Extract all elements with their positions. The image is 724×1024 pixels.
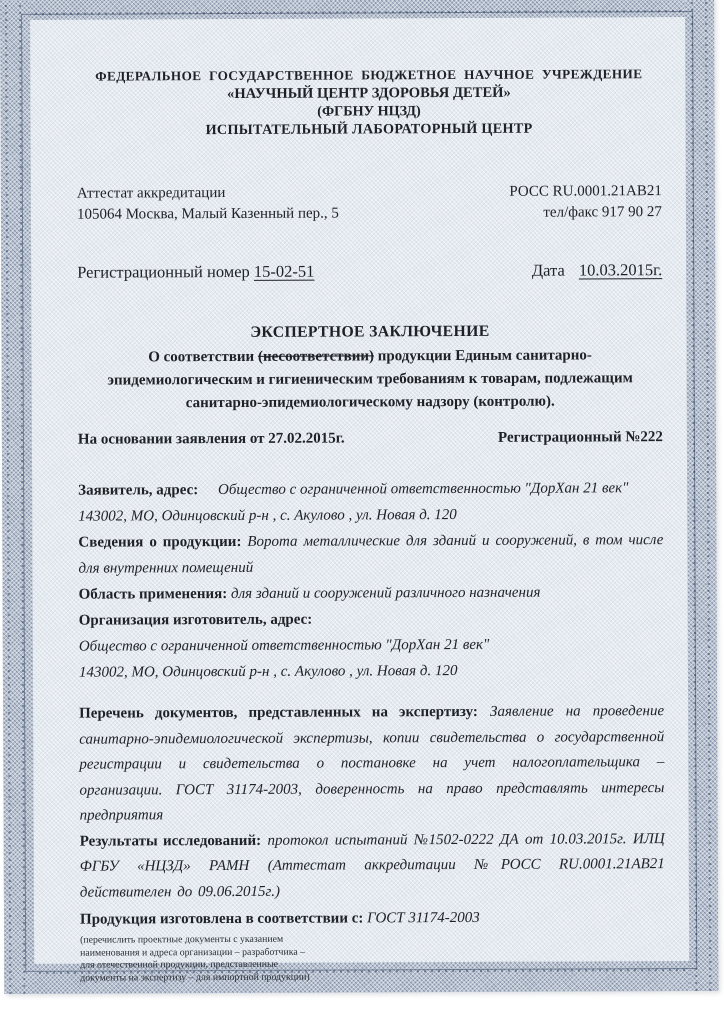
applicant-line — [78, 475, 663, 504]
application-area-value: для зданий и сооружений различного назначения — [230, 584, 541, 602]
manufacturer-name: Общество с ограниченной ответственностью "ДорХан 21 век" — [78, 636, 490, 655]
accreditation-address-block — [77, 183, 339, 226]
footnote-block — [80, 932, 665, 985]
documents-text: Заявление на проведение санитарно-эпидемиологической экспертизы, копии свидетельства о государственной регистрации и свидетельства о постановке на учет налогоплательщика – организации. ГОСТ 31174-2003, доверенность на право представлять интересы предприятия — [79, 703, 665, 824]
subtitle-struck-text: (несоответствии) — [257, 348, 374, 365]
ross-number: РОСС RU.0001.21АВ21 — [509, 183, 662, 200]
documents-paragraph — [79, 699, 665, 829]
title-block — [77, 321, 662, 416]
accreditation-certificate-label: Аттестат аккредитации — [76, 185, 226, 202]
basis-row — [78, 427, 663, 450]
footnote-line: документы на экспертизу – для импортной продукции) — [80, 971, 310, 984]
accreditation-row — [77, 181, 662, 226]
organization-header — [76, 65, 661, 140]
applicant-label: Заявитель, адрес: — [78, 482, 199, 499]
ornamental-border-right — [685, 0, 718, 991]
conformity-line — [80, 904, 665, 933]
accreditation-address: 105064 Москва, Малый Казенный пер., 5 — [76, 205, 339, 223]
ornamental-border-left — [0, 0, 34, 994]
registration-number-label: Регистрационный номер — [77, 261, 250, 282]
registration-number-line — [77, 261, 314, 284]
manufacturer-address: 143002, МО, Одинцовский р-н , с. Акулово , ул. Новая д. 120 — [78, 663, 458, 681]
registration-number-value: 15-02-51 — [253, 261, 315, 281]
application-area-line — [79, 579, 664, 608]
results-text: протокол испытаний №1502-0222 ДА от 10.03.2015г. ИЛЦ ФГБУ «НЦЗД» РАМН (Аттестат аккредитации №РОСС RU.0001.21АВ21 действителен до 09.06.2015г.) — [79, 830, 665, 901]
registration-row — [77, 259, 662, 284]
lab-center-line: ИСПЫТАТЕЛЬНЫЙ ЛАБОРАТОРНЫЙ ЦЕНТР — [205, 120, 533, 139]
registration-no-222: Регистрационный №222 — [497, 429, 663, 446]
conformity-value: ГОСТ 31174-2003 — [367, 909, 480, 927]
document-title: ЭКСПЕРТНОЕ ЗАКЛЮЧЕНИЕ — [250, 322, 490, 341]
org-abbreviation: (ФГБНУ НЦЗД) — [317, 103, 421, 120]
fields-block — [78, 475, 664, 686]
certificate-content — [30, 17, 689, 984]
product-info-value: Ворота металлические для зданий и сооружений, в том числе для внутренних помещений — [78, 532, 664, 577]
product-info-line — [78, 527, 663, 582]
footnote-line: наименования и адреса организации – разработчика – — [80, 946, 306, 959]
org-name-line: «НАУЧНЫЙ ЦЕНТР ЗДОРОВЬЯ ДЕТЕЙ» — [226, 84, 511, 103]
org-name-line: ФЕДЕРАЛЬНОЕ ГОСУДАРСТВЕННОЕ БЮДЖЕТНОЕ НАУЧНОЕ УЧРЕЖДЕНИЕ — [95, 66, 643, 84]
date-value: 10.03.2015г. — [578, 260, 663, 280]
footnote-line: для отечественной продукции, представленные — [80, 958, 278, 971]
conformity-label: Продукция изготовлена в соответствии с: — [79, 910, 364, 928]
manufacturer-label: Организация изготовитель, адрес: — [78, 611, 313, 629]
results-label: Результаты исследований: — [79, 832, 262, 850]
footnote-line: (перечислить проектные документы с указанием — [80, 933, 284, 946]
subtitle-text: О соответствии — [148, 348, 258, 366]
documents-label: Перечень документов, представленных на экспертизу: — [79, 703, 478, 722]
applicant-address: 143002, МО, Одинцовский р-н , с. Акулово , ул. Новая д. 120 — [78, 507, 457, 525]
applicant-name: Общество с ограниченной ответственностью "ДорХан 21 век" — [217, 480, 629, 499]
subtitle-text: продукции Единым санитарно-эпидемиологическим и гигиеническим требованиям к товарам, подлежащим санитарно-эпидемиологическому надзору (контролю). — [107, 347, 633, 412]
date-line — [532, 259, 662, 282]
application-area-label: Область применения: — [78, 586, 228, 603]
date-label: Дата — [531, 260, 565, 280]
results-paragraph — [80, 827, 665, 906]
product-info-label: Сведения о продукции: — [78, 533, 242, 551]
phone-fax: тел/факс 917 90 27 — [543, 204, 662, 221]
application-basis: На основании заявления от 27.02.2015г. — [77, 430, 345, 448]
accreditation-number-block — [509, 181, 662, 224]
document-subtitle — [84, 344, 656, 415]
